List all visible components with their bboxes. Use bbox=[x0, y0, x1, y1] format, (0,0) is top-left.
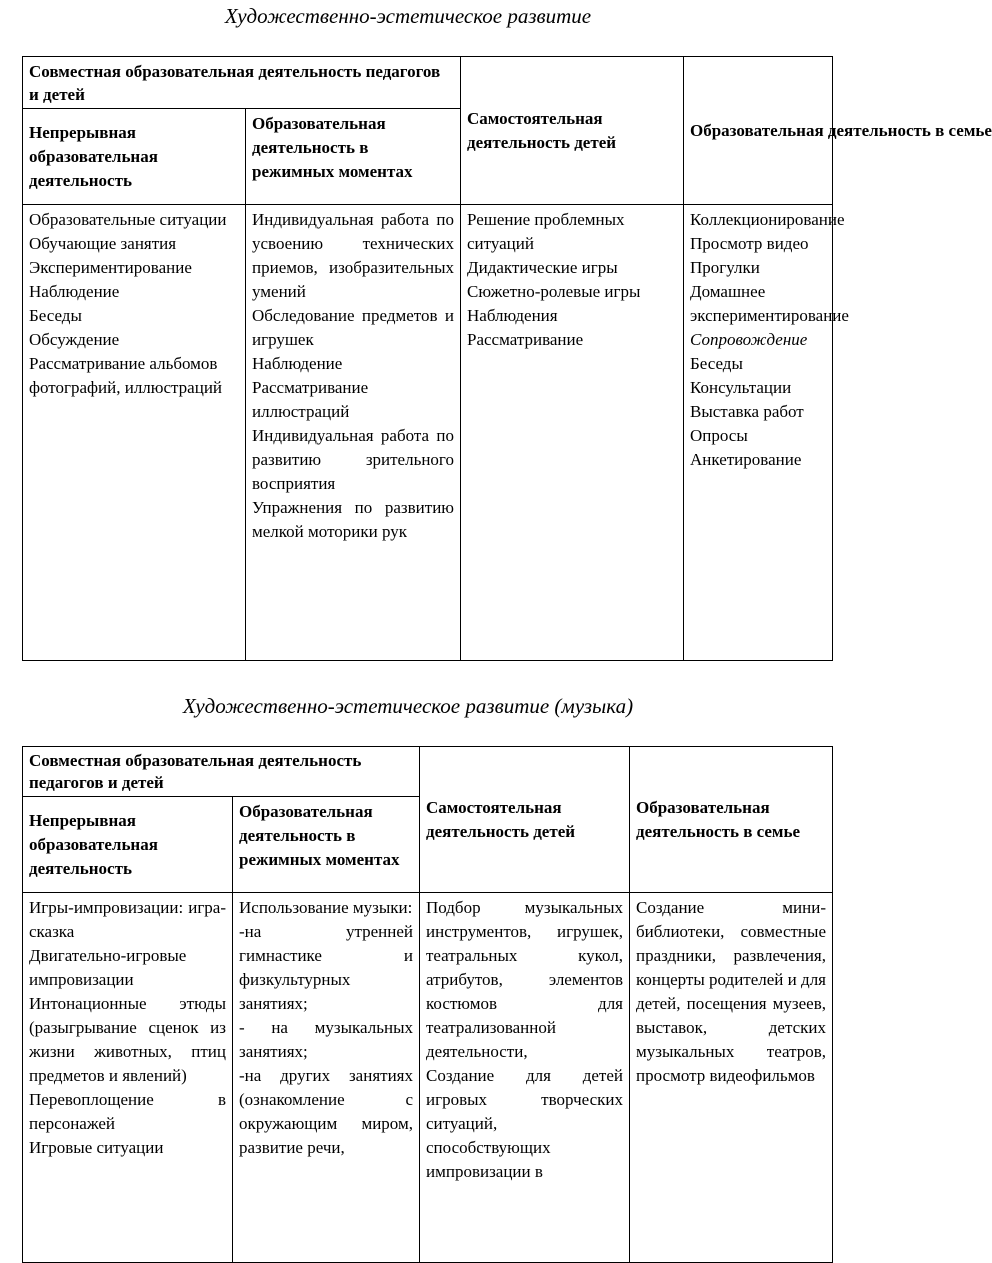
list-item: Интонационные этюды (разыгрывание сценок из жизни животных, птиц предметов и явлений) bbox=[29, 994, 226, 1085]
cell-family-list bbox=[630, 893, 833, 1263]
table-music-development bbox=[22, 746, 833, 1263]
list-item: Анкетирование bbox=[690, 450, 802, 469]
header-regime-activity: Образовательная деятельность в режимных моментах bbox=[246, 109, 461, 205]
header-independent-activity: Самостоятельная деятельность детей bbox=[461, 57, 684, 205]
list-item: Обсуждение bbox=[29, 330, 120, 349]
list-item: Просмотр видео bbox=[690, 234, 809, 253]
list-item: Домашнее экспериментирование bbox=[690, 282, 849, 325]
cell-continuous-list bbox=[23, 893, 233, 1263]
list-item: Упражнения по развитию мелкой моторики рук bbox=[252, 498, 454, 541]
list-item: Обследование предметов и игрушек bbox=[252, 306, 454, 349]
cell-independent-list bbox=[420, 893, 630, 1263]
header-regime-activity: Образовательная деятельность в режимных моментах bbox=[233, 797, 420, 893]
header-family-activity: Образовательная деятельность в семье bbox=[630, 747, 833, 893]
list-item: Создание для детей игровых творческих ситуаций, способствующих импровизации в bbox=[426, 1066, 623, 1181]
list-item: Использование музыки: bbox=[239, 898, 413, 917]
cell-regime-list bbox=[233, 893, 420, 1263]
list-item: Подбор музыкальных инструментов, игрушек, театральных кукол, атрибутов, элементов костюмов для театрализованной деятельности, bbox=[426, 898, 623, 1061]
header-joint-activity: Совместная образовательная деятельность педагогов и детей bbox=[23, 57, 461, 109]
list-item: Игры-импровизации: игра-сказка bbox=[29, 898, 226, 941]
list-item: Создание мини-библиотеки, совместные праздники, развлечения, концерты родителей и для детей, посещения музеев, выставок, детских музыкальных театров, просмотр видеофильмов bbox=[636, 898, 826, 1085]
list-item: Двигательно-игровые импровизации bbox=[29, 946, 187, 989]
list-item: Опросы bbox=[690, 426, 748, 445]
list-item: Обучающие занятия bbox=[29, 234, 177, 253]
list-item: -на утренней гимнастике и физкультурных занятиях; bbox=[239, 922, 413, 1013]
section-title-music: Художественно-эстетическое развитие (музыка) bbox=[182, 694, 634, 718]
list-item: Сюжетно-ролевые игры bbox=[467, 282, 641, 301]
list-item: Наблюдение bbox=[252, 354, 343, 373]
list-item: Игровые ситуации bbox=[29, 1138, 164, 1157]
list-item: Перевоплощение в персонажей bbox=[29, 1090, 226, 1133]
list-item: Образовательные ситуации bbox=[29, 210, 227, 229]
section-title-art: Художественно-эстетическое развитие bbox=[224, 4, 592, 28]
list-item: Индивидуальная работа по усвоению технических приемов, изобразительных умений bbox=[252, 210, 454, 301]
list-item: Экспериментирование bbox=[29, 258, 192, 277]
list-item: Консультации bbox=[690, 378, 792, 397]
header-independent-activity: Самостоятельная деятельность детей bbox=[420, 747, 630, 893]
cell-continuous-list bbox=[23, 205, 246, 661]
list-item: Выставка работ bbox=[690, 402, 804, 421]
list-item: Решение проблемных ситуаций bbox=[467, 210, 625, 253]
list-item-italic: Сопровождение bbox=[690, 330, 808, 349]
list-item: Дидактические игры bbox=[467, 258, 618, 277]
cell-independent-list bbox=[461, 205, 684, 661]
table-art-development bbox=[22, 56, 992, 661]
list-item: Беседы bbox=[690, 354, 743, 373]
list-item: Наблюдения bbox=[467, 306, 558, 325]
header-joint-activity: Совместная образовательная деятельность педагогов и детей bbox=[23, 747, 420, 797]
list-item: - на музыкальных занятиях; bbox=[239, 1018, 413, 1061]
list-item: Индивидуальная работа по развитию зрительного восприятия bbox=[252, 426, 454, 493]
header-continuous-activity: Непрерывная образовательная деятельность bbox=[23, 109, 246, 205]
list-item: Наблюдение bbox=[29, 282, 120, 301]
list-item: Прогулки bbox=[690, 258, 760, 277]
list-item: Коллекционирование bbox=[690, 210, 845, 229]
cell-family-list bbox=[684, 205, 849, 661]
list-item: Рассматривание альбомов фотографий, иллюстраций bbox=[29, 354, 223, 397]
list-item: Беседы bbox=[29, 306, 82, 325]
cell-regime-list bbox=[246, 205, 461, 661]
header-continuous-activity: Непрерывная образовательная деятельность bbox=[23, 797, 233, 893]
header-family-activity: Образовательная деятельность в семье bbox=[684, 57, 833, 205]
list-item: Рассматривание иллюстраций bbox=[252, 378, 369, 421]
list-item: Рассматривание bbox=[467, 330, 584, 349]
list-item: -на других занятиях (ознакомление с окружающим миром, развитие речи, bbox=[239, 1066, 413, 1157]
